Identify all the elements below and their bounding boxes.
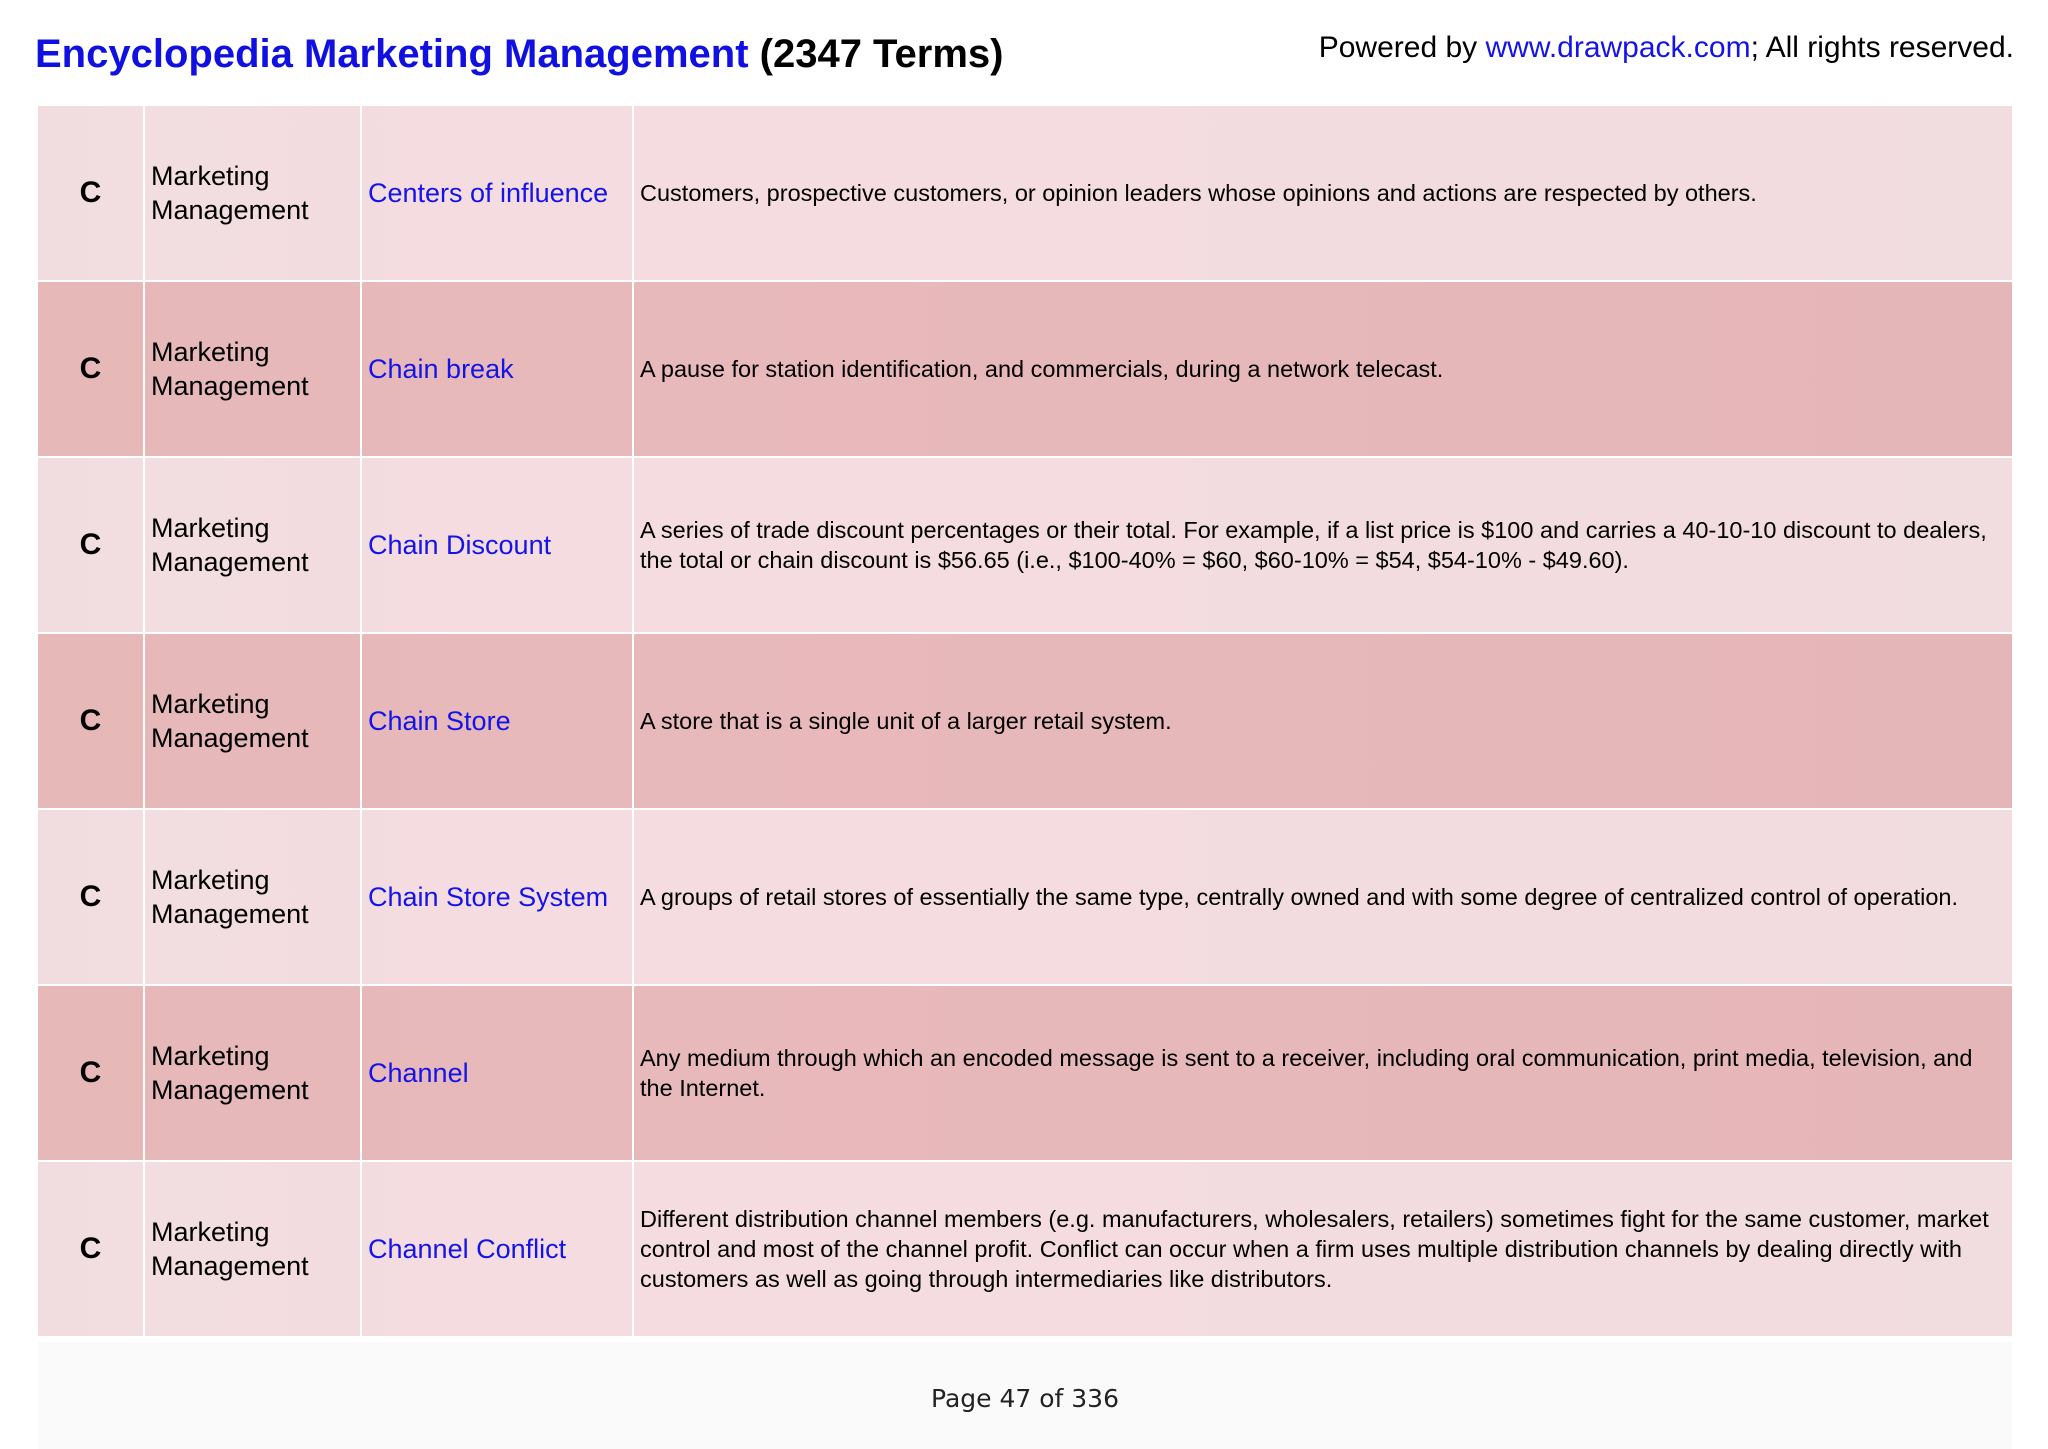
term-count: (2347 Terms) <box>759 32 1004 76</box>
term-link[interactable]: Centers of influence <box>362 106 634 280</box>
category-cell: Marketing Management <box>145 986 362 1160</box>
letter-cell: C <box>38 1162 145 1336</box>
term-link[interactable]: Channel <box>362 986 634 1160</box>
letter-cell: C <box>38 986 145 1160</box>
rights-reserved-text: ; All rights reserved. <box>1750 31 2014 64</box>
term-link[interactable]: Chain break <box>362 282 634 456</box>
page-footer <box>38 1342 2012 1449</box>
table-row <box>38 634 2012 810</box>
term-link[interactable]: Channel Conflict <box>362 1162 634 1336</box>
category-cell: Marketing Management <box>145 810 362 984</box>
category-cell: Marketing Management <box>145 634 362 808</box>
category-cell: Marketing Management <box>145 282 362 456</box>
table-row <box>38 458 2012 634</box>
glossary-table <box>38 106 2012 1338</box>
category-cell: Marketing Management <box>145 1162 362 1336</box>
powered-by-notice <box>1319 28 2014 68</box>
page-header <box>0 0 2048 106</box>
definition-cell: Different distribution channel members (e.g. manufacturers, wholesalers, retailers) sometimes fight for the same customer, market control and most of the channel profit. Conflict can occur when a firm uses multiple distribution channels by dealing directly with customers as well as going through intermediaries like distributors. <box>640 1206 1989 1292</box>
term-link[interactable]: Chain Store System <box>362 810 634 984</box>
definition-cell: A series of trade discount percentages or their total. For example, if a list price is $100 and carries a 40-10-10 discount to dealers, the total or chain discount is $56.65 (i.e., $100-40% = $60, $60-10% = $54, $54-10% - $49.60). <box>640 517 1987 573</box>
powered-by-prefix: Powered by <box>1318 31 1486 64</box>
definition-cell: A groups of retail stores of essentially the same type, centrally owned and with some degree of centralized control of operation. <box>640 884 1959 910</box>
letter-cell: C <box>38 634 145 808</box>
term-link[interactable]: Chain Discount <box>362 458 634 632</box>
table-row <box>38 282 2012 458</box>
table-row <box>38 106 2012 282</box>
drawpack-site-link[interactable]: www.drawpack.com <box>1485 31 1751 64</box>
term-link[interactable]: Chain Store <box>362 634 634 808</box>
letter-cell: C <box>38 282 145 456</box>
page-number: Page 47 of 336 <box>931 1384 1119 1413</box>
letter-cell: C <box>38 106 145 280</box>
table-row <box>38 986 2012 1162</box>
category-cell: Marketing Management <box>145 458 362 632</box>
category-cell: Marketing Management <box>145 106 362 280</box>
definition-cell: Customers, prospective customers, or opinion leaders whose opinions and actions are respected by others. <box>640 180 1757 206</box>
letter-cell: C <box>38 810 145 984</box>
table-row <box>38 1162 2012 1338</box>
definition-cell: A pause for station identification, and commercials, during a network telecast. <box>640 356 1444 382</box>
definition-cell: A store that is a single unit of a larger retail system. <box>640 708 1172 734</box>
page-title <box>35 30 1003 78</box>
definition-cell: Any medium through which an encoded message is sent to a receiver, including oral communication, print media, television, and the Internet. <box>640 1045 1973 1101</box>
letter-cell: C <box>38 458 145 632</box>
table-row <box>38 810 2012 986</box>
encyclopedia-title-link[interactable]: Encyclopedia Marketing Management <box>35 32 749 76</box>
